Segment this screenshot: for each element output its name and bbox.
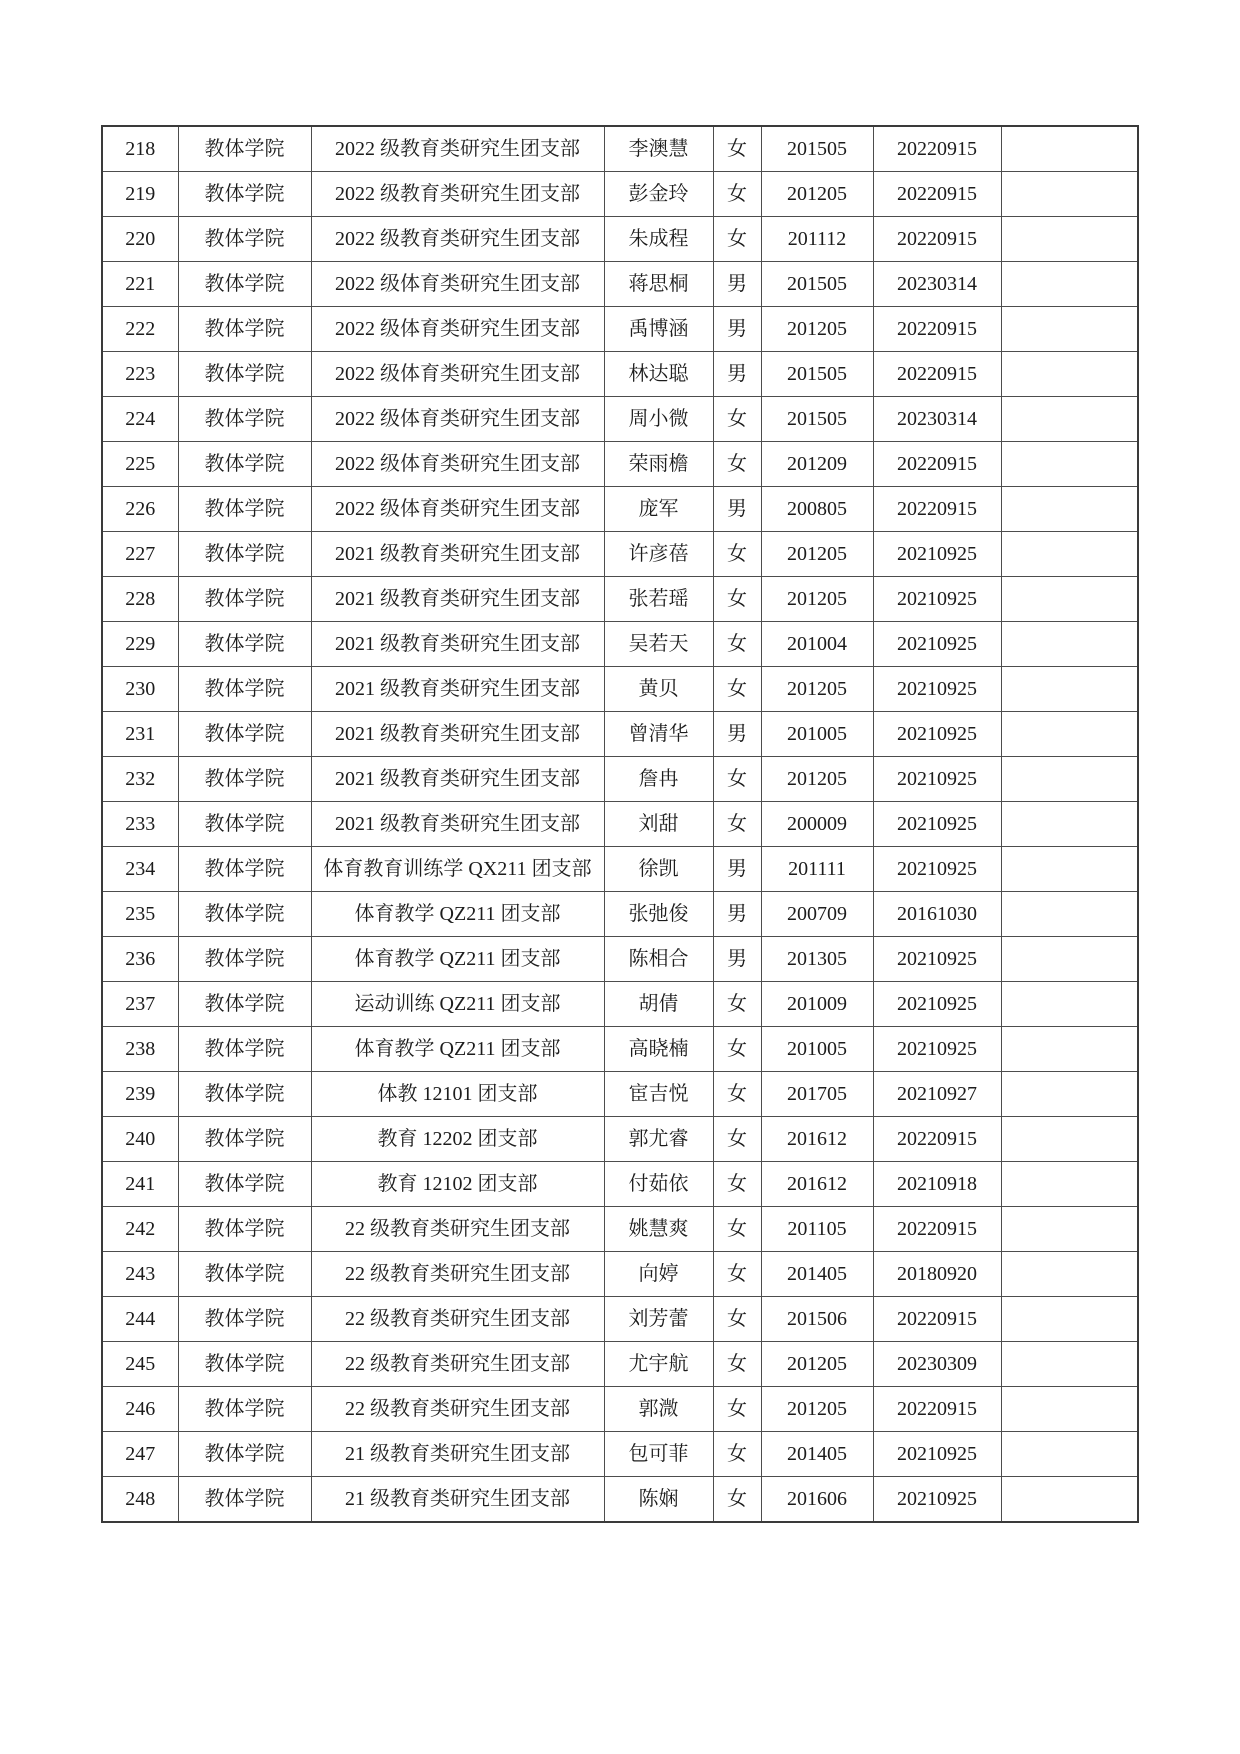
cell-code: 201505 — [761, 352, 873, 397]
cell-note — [1001, 577, 1138, 622]
cell-member-name: 胡倩 — [604, 982, 713, 1027]
cell-college: 教体学院 — [178, 1477, 311, 1523]
cell-gender: 女 — [713, 442, 761, 487]
cell-member-name: 周小微 — [604, 397, 713, 442]
cell-member-name: 庞军 — [604, 487, 713, 532]
table-row — [102, 1387, 1138, 1432]
cell-code: 201209 — [761, 442, 873, 487]
cell-note — [1001, 802, 1138, 847]
cell-row-number: 223 — [102, 352, 178, 397]
cell-row-number: 238 — [102, 1027, 178, 1072]
cell-gender: 男 — [713, 307, 761, 352]
table-row — [102, 1027, 1138, 1072]
cell-college: 教体学院 — [178, 1027, 311, 1072]
cell-row-number: 218 — [102, 126, 178, 172]
table-row — [102, 892, 1138, 937]
cell-college: 教体学院 — [178, 1072, 311, 1117]
cell-code: 200805 — [761, 487, 873, 532]
cell-college: 教体学院 — [178, 802, 311, 847]
cell-league-branch: 2022 级体育类研究生团支部 — [311, 487, 604, 532]
cell-member-name: 荣雨檐 — [604, 442, 713, 487]
cell-note — [1001, 1477, 1138, 1523]
cell-date: 20220915 — [873, 217, 1001, 262]
cell-member-name: 宦吉悦 — [604, 1072, 713, 1117]
cell-code: 201505 — [761, 262, 873, 307]
table-row — [102, 1072, 1138, 1117]
cell-college: 教体学院 — [178, 172, 311, 217]
cell-date: 20180920 — [873, 1252, 1001, 1297]
cell-code: 201005 — [761, 712, 873, 757]
table-row — [102, 577, 1138, 622]
cell-member-name: 高晓楠 — [604, 1027, 713, 1072]
cell-row-number: 244 — [102, 1297, 178, 1342]
cell-date: 20220915 — [873, 172, 1001, 217]
cell-row-number: 225 — [102, 442, 178, 487]
cell-member-name: 朱成程 — [604, 217, 713, 262]
cell-date: 20220915 — [873, 307, 1001, 352]
cell-note — [1001, 1207, 1138, 1252]
cell-row-number: 220 — [102, 217, 178, 262]
table-row — [102, 442, 1138, 487]
cell-gender: 女 — [713, 802, 761, 847]
cell-college: 教体学院 — [178, 667, 311, 712]
cell-college: 教体学院 — [178, 442, 311, 487]
cell-college: 教体学院 — [178, 307, 311, 352]
cell-college: 教体学院 — [178, 1387, 311, 1432]
cell-gender: 女 — [713, 1342, 761, 1387]
cell-code: 201205 — [761, 577, 873, 622]
cell-row-number: 246 — [102, 1387, 178, 1432]
cell-league-branch: 2022 级体育类研究生团支部 — [311, 352, 604, 397]
cell-member-name: 陈娴 — [604, 1477, 713, 1523]
cell-row-number: 229 — [102, 622, 178, 667]
cell-code: 201205 — [761, 532, 873, 577]
cell-gender: 女 — [713, 1072, 761, 1117]
cell-college: 教体学院 — [178, 847, 311, 892]
table-row — [102, 397, 1138, 442]
cell-note — [1001, 442, 1138, 487]
cell-date: 20220915 — [873, 1297, 1001, 1342]
cell-row-number: 247 — [102, 1432, 178, 1477]
cell-league-branch: 体育教学 QZ211 团支部 — [311, 892, 604, 937]
cell-note — [1001, 1027, 1138, 1072]
cell-gender: 女 — [713, 217, 761, 262]
cell-row-number: 221 — [102, 262, 178, 307]
cell-note — [1001, 1072, 1138, 1117]
cell-date: 20210925 — [873, 982, 1001, 1027]
cell-code: 201705 — [761, 1072, 873, 1117]
cell-date: 20210925 — [873, 1432, 1001, 1477]
table-row — [102, 1252, 1138, 1297]
table-row — [102, 352, 1138, 397]
cell-date: 20210925 — [873, 937, 1001, 982]
cell-code: 201005 — [761, 1027, 873, 1072]
cell-row-number: 248 — [102, 1477, 178, 1523]
cell-date: 20161030 — [873, 892, 1001, 937]
cell-row-number: 219 — [102, 172, 178, 217]
cell-gender: 女 — [713, 397, 761, 442]
cell-gender: 女 — [713, 1432, 761, 1477]
table-row — [102, 847, 1138, 892]
cell-college: 教体学院 — [178, 1252, 311, 1297]
cell-code: 201612 — [761, 1162, 873, 1207]
cell-college: 教体学院 — [178, 262, 311, 307]
roster-table-body — [102, 126, 1138, 1522]
cell-date: 20230309 — [873, 1342, 1001, 1387]
cell-gender: 女 — [713, 577, 761, 622]
cell-row-number: 236 — [102, 937, 178, 982]
cell-member-name: 刘甜 — [604, 802, 713, 847]
cell-gender: 女 — [713, 1117, 761, 1162]
cell-date: 20210925 — [873, 1477, 1001, 1523]
cell-member-name: 郭溦 — [604, 1387, 713, 1432]
cell-date: 20220915 — [873, 442, 1001, 487]
cell-member-name: 刘芳蕾 — [604, 1297, 713, 1342]
cell-member-name: 黄贝 — [604, 667, 713, 712]
cell-code: 201205 — [761, 757, 873, 802]
cell-league-branch: 2021 级教育类研究生团支部 — [311, 757, 604, 802]
cell-row-number: 230 — [102, 667, 178, 712]
cell-college: 教体学院 — [178, 712, 311, 757]
cell-gender: 男 — [713, 847, 761, 892]
cell-gender: 女 — [713, 622, 761, 667]
cell-gender: 女 — [713, 667, 761, 712]
cell-date: 20210927 — [873, 1072, 1001, 1117]
cell-code: 201612 — [761, 1117, 873, 1162]
cell-date: 20210925 — [873, 532, 1001, 577]
cell-gender: 女 — [713, 982, 761, 1027]
cell-note — [1001, 487, 1138, 532]
cell-gender: 女 — [713, 757, 761, 802]
cell-gender: 女 — [713, 1027, 761, 1072]
table-row — [102, 667, 1138, 712]
cell-code: 201606 — [761, 1477, 873, 1523]
cell-college: 教体学院 — [178, 532, 311, 577]
cell-league-branch: 2022 级体育类研究生团支部 — [311, 397, 604, 442]
table-row — [102, 1162, 1138, 1207]
cell-college: 教体学院 — [178, 622, 311, 667]
cell-code: 201505 — [761, 126, 873, 172]
table-row — [102, 217, 1138, 262]
cell-league-branch: 22 级教育类研究生团支部 — [311, 1252, 604, 1297]
cell-gender: 女 — [713, 1387, 761, 1432]
table-row — [102, 172, 1138, 217]
cell-row-number: 242 — [102, 1207, 178, 1252]
cell-row-number: 239 — [102, 1072, 178, 1117]
cell-row-number: 224 — [102, 397, 178, 442]
cell-league-branch: 2021 级教育类研究生团支部 — [311, 667, 604, 712]
cell-date: 20210925 — [873, 622, 1001, 667]
cell-row-number: 226 — [102, 487, 178, 532]
cell-league-branch: 2022 级体育类研究生团支部 — [311, 262, 604, 307]
cell-note — [1001, 1342, 1138, 1387]
table-row — [102, 802, 1138, 847]
cell-league-branch: 2021 级教育类研究生团支部 — [311, 532, 604, 577]
cell-member-name: 向婷 — [604, 1252, 713, 1297]
cell-gender: 男 — [713, 262, 761, 307]
cell-league-branch: 体育教学 QZ211 团支部 — [311, 937, 604, 982]
cell-note — [1001, 757, 1138, 802]
cell-code: 200009 — [761, 802, 873, 847]
table-row — [102, 262, 1138, 307]
table-row — [102, 937, 1138, 982]
cell-note — [1001, 397, 1138, 442]
cell-code: 201506 — [761, 1297, 873, 1342]
cell-league-branch: 22 级教育类研究生团支部 — [311, 1387, 604, 1432]
cell-row-number: 233 — [102, 802, 178, 847]
cell-member-name: 陈相合 — [604, 937, 713, 982]
cell-league-branch: 体育教学 QZ211 团支部 — [311, 1027, 604, 1072]
cell-date: 20210918 — [873, 1162, 1001, 1207]
cell-member-name: 吴若天 — [604, 622, 713, 667]
cell-league-branch: 体教 12101 团支部 — [311, 1072, 604, 1117]
cell-code: 201205 — [761, 307, 873, 352]
cell-note — [1001, 1387, 1138, 1432]
cell-date: 20210925 — [873, 757, 1001, 802]
cell-member-name: 曾清华 — [604, 712, 713, 757]
table-row — [102, 1207, 1138, 1252]
cell-row-number: 231 — [102, 712, 178, 757]
cell-college: 教体学院 — [178, 1117, 311, 1162]
cell-college: 教体学院 — [178, 352, 311, 397]
cell-gender: 女 — [713, 1297, 761, 1342]
cell-league-branch: 2021 级教育类研究生团支部 — [311, 802, 604, 847]
cell-code: 201009 — [761, 982, 873, 1027]
table-row — [102, 307, 1138, 352]
cell-date: 20220915 — [873, 1207, 1001, 1252]
cell-league-branch: 22 级教育类研究生团支部 — [311, 1342, 604, 1387]
cell-code: 201205 — [761, 667, 873, 712]
cell-note — [1001, 1252, 1138, 1297]
cell-member-name: 张弛俊 — [604, 892, 713, 937]
cell-note — [1001, 307, 1138, 352]
cell-note — [1001, 532, 1138, 577]
cell-date: 20230314 — [873, 262, 1001, 307]
cell-gender: 男 — [713, 937, 761, 982]
cell-date: 20210925 — [873, 712, 1001, 757]
cell-league-branch: 22 级教育类研究生团支部 — [311, 1297, 604, 1342]
cell-league-branch: 体育教育训练学 QX211 团支部 — [311, 847, 604, 892]
table-row — [102, 1477, 1138, 1523]
cell-gender: 男 — [713, 487, 761, 532]
cell-date: 20220915 — [873, 352, 1001, 397]
table-row — [102, 622, 1138, 667]
cell-date: 20230314 — [873, 397, 1001, 442]
cell-row-number: 241 — [102, 1162, 178, 1207]
cell-row-number: 234 — [102, 847, 178, 892]
cell-member-name: 彭金玲 — [604, 172, 713, 217]
cell-note — [1001, 172, 1138, 217]
cell-code: 200709 — [761, 892, 873, 937]
cell-row-number: 245 — [102, 1342, 178, 1387]
cell-note — [1001, 352, 1138, 397]
cell-league-branch: 2022 级体育类研究生团支部 — [311, 442, 604, 487]
cell-row-number: 237 — [102, 982, 178, 1027]
cell-gender: 女 — [713, 1207, 761, 1252]
cell-note — [1001, 892, 1138, 937]
cell-code: 201004 — [761, 622, 873, 667]
table-row — [102, 126, 1138, 172]
cell-date: 20210925 — [873, 847, 1001, 892]
cell-note — [1001, 1297, 1138, 1342]
cell-member-name: 徐凯 — [604, 847, 713, 892]
cell-code: 201112 — [761, 217, 873, 262]
cell-league-branch: 2021 级教育类研究生团支部 — [311, 712, 604, 757]
cell-note — [1001, 217, 1138, 262]
cell-member-name: 禹博涵 — [604, 307, 713, 352]
cell-row-number: 240 — [102, 1117, 178, 1162]
cell-league-branch: 22 级教育类研究生团支部 — [311, 1207, 604, 1252]
cell-gender: 男 — [713, 712, 761, 757]
table-row — [102, 712, 1138, 757]
roster-table — [101, 125, 1139, 1523]
cell-code: 201505 — [761, 397, 873, 442]
cell-note — [1001, 667, 1138, 712]
cell-date: 20220915 — [873, 1117, 1001, 1162]
cell-league-branch: 2022 级教育类研究生团支部 — [311, 217, 604, 262]
cell-gender: 女 — [713, 1477, 761, 1523]
table-row — [102, 532, 1138, 577]
cell-code: 201205 — [761, 172, 873, 217]
cell-code: 201305 — [761, 937, 873, 982]
cell-note — [1001, 262, 1138, 307]
cell-member-name: 林达聪 — [604, 352, 713, 397]
cell-gender: 女 — [713, 1162, 761, 1207]
cell-note — [1001, 982, 1138, 1027]
cell-member-name: 包可菲 — [604, 1432, 713, 1477]
cell-date: 20210925 — [873, 802, 1001, 847]
cell-member-name: 付茹依 — [604, 1162, 713, 1207]
cell-note — [1001, 1162, 1138, 1207]
cell-code: 201205 — [761, 1387, 873, 1432]
cell-college: 教体学院 — [178, 1432, 311, 1477]
cell-note — [1001, 126, 1138, 172]
cell-row-number: 222 — [102, 307, 178, 352]
cell-league-branch: 2022 级体育类研究生团支部 — [311, 307, 604, 352]
cell-college: 教体学院 — [178, 1162, 311, 1207]
table-row — [102, 1342, 1138, 1387]
cell-college: 教体学院 — [178, 982, 311, 1027]
cell-row-number: 228 — [102, 577, 178, 622]
cell-date: 20220915 — [873, 1387, 1001, 1432]
table-row — [102, 982, 1138, 1027]
cell-date: 20220915 — [873, 487, 1001, 532]
cell-member-name: 詹冉 — [604, 757, 713, 802]
cell-gender: 女 — [713, 532, 761, 577]
table-row — [102, 1432, 1138, 1477]
cell-member-name: 张若瑶 — [604, 577, 713, 622]
cell-row-number: 227 — [102, 532, 178, 577]
cell-date: 20220915 — [873, 126, 1001, 172]
cell-gender: 男 — [713, 352, 761, 397]
cell-league-branch: 运动训练 QZ211 团支部 — [311, 982, 604, 1027]
cell-college: 教体学院 — [178, 487, 311, 532]
cell-league-branch: 2021 级教育类研究生团支部 — [311, 622, 604, 667]
cell-gender: 女 — [713, 1252, 761, 1297]
cell-college: 教体学院 — [178, 937, 311, 982]
cell-row-number: 232 — [102, 757, 178, 802]
cell-note — [1001, 1117, 1138, 1162]
cell-row-number: 243 — [102, 1252, 178, 1297]
cell-code: 201405 — [761, 1252, 873, 1297]
cell-league-branch: 2022 级教育类研究生团支部 — [311, 126, 604, 172]
cell-league-branch: 2022 级教育类研究生团支部 — [311, 172, 604, 217]
cell-college: 教体学院 — [178, 892, 311, 937]
cell-college: 教体学院 — [178, 397, 311, 442]
cell-code: 201105 — [761, 1207, 873, 1252]
cell-code: 201111 — [761, 847, 873, 892]
cell-league-branch: 21 级教育类研究生团支部 — [311, 1432, 604, 1477]
cell-college: 教体学院 — [178, 1207, 311, 1252]
cell-code: 201205 — [761, 1342, 873, 1387]
cell-gender: 女 — [713, 126, 761, 172]
table-row — [102, 1297, 1138, 1342]
cell-college: 教体学院 — [178, 217, 311, 262]
cell-member-name: 蒋思桐 — [604, 262, 713, 307]
cell-college: 教体学院 — [178, 126, 311, 172]
cell-gender: 女 — [713, 172, 761, 217]
table-row — [102, 1117, 1138, 1162]
cell-date: 20210925 — [873, 577, 1001, 622]
cell-college: 教体学院 — [178, 757, 311, 802]
cell-row-number: 235 — [102, 892, 178, 937]
cell-note — [1001, 1432, 1138, 1477]
cell-note — [1001, 937, 1138, 982]
cell-member-name: 郭尤睿 — [604, 1117, 713, 1162]
cell-note — [1001, 847, 1138, 892]
cell-league-branch: 教育 12202 团支部 — [311, 1117, 604, 1162]
cell-member-name: 尤宇航 — [604, 1342, 713, 1387]
cell-college: 教体学院 — [178, 1342, 311, 1387]
cell-date: 20210925 — [873, 667, 1001, 712]
table-row — [102, 487, 1138, 532]
cell-college: 教体学院 — [178, 577, 311, 622]
cell-college: 教体学院 — [178, 1297, 311, 1342]
cell-date: 20210925 — [873, 1027, 1001, 1072]
cell-gender: 男 — [713, 892, 761, 937]
cell-member-name: 姚慧爽 — [604, 1207, 713, 1252]
cell-code: 201405 — [761, 1432, 873, 1477]
cell-member-name: 许彦蓓 — [604, 532, 713, 577]
cell-note — [1001, 622, 1138, 667]
cell-note — [1001, 712, 1138, 757]
cell-league-branch: 21 级教育类研究生团支部 — [311, 1477, 604, 1523]
table-row — [102, 757, 1138, 802]
cell-member-name: 李澳慧 — [604, 126, 713, 172]
cell-league-branch: 教育 12102 团支部 — [311, 1162, 604, 1207]
cell-league-branch: 2021 级教育类研究生团支部 — [311, 577, 604, 622]
